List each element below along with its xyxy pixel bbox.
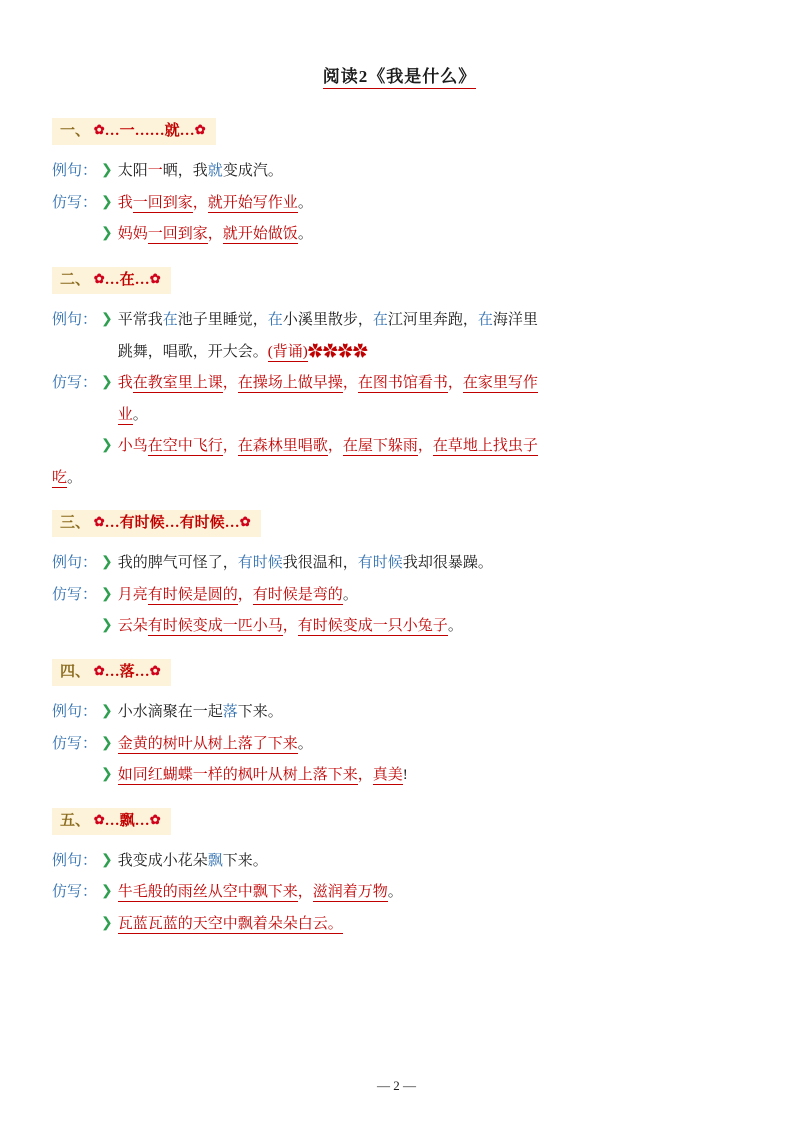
section-header-row [52, 795, 747, 843]
sentence-row [52, 308, 747, 334]
sentence-text [118, 614, 747, 640]
text-fragment: 瓦蓝瓦蓝的天空中飘着朵朵白云。 [117, 915, 343, 932]
section-header [52, 118, 216, 145]
sentence-row [52, 614, 747, 640]
bullet-icon: ❯ [101, 915, 113, 931]
text-fragment: 在 [477, 312, 493, 328]
text-fragment: ， [447, 375, 463, 391]
text-fragment: 。 [297, 735, 313, 752]
sentence-row [52, 466, 747, 492]
flower-icon: ✿ [93, 662, 105, 678]
sentence-text [118, 763, 747, 789]
section-header [52, 808, 171, 835]
text-fragment: 我 [117, 194, 133, 211]
text-fragment: 有时候变成一匹小马 [147, 618, 283, 635]
bullet-icon: ❯ [101, 586, 113, 602]
flower-icon: ✿ [93, 811, 105, 827]
text-fragment: 飘 [207, 852, 223, 869]
sentence-row [52, 222, 747, 248]
bullet-icon: ❯ [101, 618, 113, 634]
text-fragment: 滋润着万物 [312, 884, 388, 901]
sentence-row [52, 191, 747, 217]
page-title [52, 62, 747, 87]
section-header [52, 267, 171, 294]
text-fragment: ， [192, 194, 208, 211]
bullet-icon: ❯ [101, 884, 113, 900]
section-number: 四、 [60, 663, 94, 680]
text-fragment: ， [237, 586, 253, 603]
text-fragment: 在森林里唱歌 [237, 438, 328, 454]
text-fragment: ， [417, 438, 433, 454]
sentence-row [52, 371, 747, 397]
sentence-row [52, 849, 747, 875]
bullet-icon: ❯ [101, 704, 113, 719]
text-fragment: 。 [387, 884, 403, 901]
label-example: 例句： [52, 555, 98, 572]
text-fragment: 在草地上找虫子 [432, 438, 538, 454]
bullet-icon: ❯ [101, 767, 113, 782]
sentence-text [52, 466, 747, 492]
bullet-icon: ❯ [101, 163, 113, 179]
text-fragment: 池子里睡觉， [177, 312, 268, 328]
sentence-text [118, 732, 747, 758]
label-example: 例句： [52, 704, 98, 720]
text-fragment: 。 [297, 226, 313, 243]
section-header-row [52, 497, 747, 545]
bullet-icon: ❯ [101, 438, 113, 453]
text-fragment: 跳舞，唱歌，开大会。 [117, 343, 268, 360]
text-fragment: 如同红蝴蝶一样的枫叶从树上落下来 [117, 767, 358, 783]
text-fragment: 金黄的树叶从树上落了下来 [117, 735, 298, 752]
text-fragment: ， [357, 767, 373, 783]
text-fragment: (背诵) [267, 343, 308, 360]
section-pattern: …有时候…有时候… [104, 515, 240, 531]
text-fragment: 晒，我 [162, 163, 208, 180]
text-fragment: 在 [267, 312, 283, 328]
section-pattern: …飘… [104, 812, 150, 829]
label-example: 例句： [52, 852, 98, 869]
text-fragment: 吃 [52, 469, 68, 486]
sentence-row [52, 732, 747, 758]
sentence-row [52, 912, 747, 938]
text-fragment: ， [222, 375, 238, 391]
page-number: — 2 — [377, 1078, 416, 1093]
page-title-text: 阅读2《我是什么》 [323, 67, 477, 89]
text-fragment: 在空中飞行 [147, 438, 223, 454]
text-fragment: 在图书馆看书 [357, 375, 448, 391]
text-fragment: 我变成小花朵 [117, 852, 208, 869]
text-fragment: 下来。 [237, 704, 283, 720]
flower-icon: ✿ [93, 270, 105, 286]
text-fragment: 在教室里上课 [132, 375, 223, 391]
text-fragment: 江河里奔跑， [387, 312, 478, 328]
bullet-icon: ❯ [101, 194, 113, 210]
label-imitate: 仿写： [52, 884, 98, 901]
text-fragment: 一 [147, 163, 163, 180]
sentence-text [118, 880, 747, 906]
section-number: 二、 [60, 271, 94, 288]
text-fragment: ， [297, 884, 313, 901]
sentence-text [118, 340, 747, 366]
bullet-icon: ❯ [101, 735, 113, 751]
text-fragment: 业 [117, 406, 133, 423]
text-fragment: 。 [132, 406, 148, 423]
text-fragment: 有时候是圆的 [147, 586, 238, 603]
section-header-row [52, 646, 747, 694]
text-fragment: 就开始做饭 [222, 226, 298, 243]
section-number: 一、 [60, 123, 94, 139]
text-fragment: 有时候是弯的 [252, 586, 343, 603]
text-fragment: 云朵 [117, 618, 148, 635]
sentence-text [118, 308, 747, 334]
sentence-row [52, 159, 747, 185]
text-fragment: ， [342, 375, 358, 391]
text-fragment: 我的脾气可怪了， [117, 555, 238, 572]
flower-icon: ✿ [149, 811, 161, 827]
text-fragment: 在 [162, 312, 178, 328]
label-imitate: 仿写： [52, 586, 98, 603]
label-imitate: 仿写： [52, 194, 98, 211]
text-fragment: 我很温和， [282, 555, 358, 572]
flower-icon: ✿ [194, 122, 206, 137]
flower-icon: ✿ [149, 662, 161, 678]
text-fragment: 一回到家 [147, 226, 208, 243]
text-fragment: 有时候 [357, 555, 403, 572]
text-fragment: 有时候 [237, 555, 283, 572]
text-fragment: ! [402, 767, 408, 783]
text-fragment: 真美 [372, 767, 403, 783]
section-header-row [52, 254, 747, 302]
text-fragment: 我却很暴躁。 [402, 555, 493, 572]
text-fragment: 妈妈 [117, 226, 148, 243]
text-fragment: ， [282, 618, 298, 635]
sentence-row [52, 583, 747, 609]
section-pattern: …落… [104, 663, 150, 680]
text-fragment: ， [222, 438, 238, 454]
section-pattern: …一……就… [104, 123, 195, 139]
text-fragment: 就 [207, 163, 223, 180]
section-number: 五、 [60, 812, 94, 829]
label-imitate: 仿写： [52, 735, 98, 752]
bullet-icon: ❯ [101, 852, 113, 868]
bullet-icon: ❯ [101, 226, 113, 242]
sentence-row [52, 763, 747, 789]
bullet-icon: ❯ [101, 312, 113, 327]
sentence-row [52, 551, 747, 577]
text-fragment: 。 [297, 194, 313, 211]
sentence-text [118, 159, 747, 185]
sentence-text [118, 849, 747, 875]
sentence-row [52, 434, 747, 460]
text-fragment: 小鸟 [117, 438, 148, 454]
text-fragment: 海洋里 [492, 312, 538, 328]
sections-container [52, 105, 747, 937]
sentence-text [118, 371, 747, 397]
section-number: 三、 [60, 515, 94, 531]
text-fragment: 一回到家 [132, 194, 193, 211]
text-fragment: 在 [372, 312, 388, 328]
section-header [52, 510, 261, 537]
text-fragment: 变成汽。 [222, 163, 283, 180]
sentence-text [118, 191, 747, 217]
flower-icon: ✿ [93, 122, 105, 137]
text-fragment: 在操场上做早操 [237, 375, 343, 391]
text-fragment: 在屋下躲雨 [342, 438, 418, 454]
text-fragment: 。 [342, 586, 358, 603]
text-fragment: ✿✿✿✿ [307, 343, 368, 360]
flower-icon: ✿ [93, 514, 105, 529]
sentence-text [118, 434, 747, 460]
text-fragment: 太阳 [117, 163, 148, 180]
label-example: 例句： [52, 312, 98, 328]
sentence-text [118, 583, 747, 609]
text-fragment: ， [327, 438, 343, 454]
section-header [52, 659, 171, 686]
text-fragment: 下来。 [222, 852, 268, 869]
bullet-icon: ❯ [101, 555, 113, 571]
text-fragment: 月亮 [117, 586, 148, 603]
sentence-text [118, 700, 747, 726]
sentence-text [118, 403, 747, 429]
text-fragment: 平常我 [117, 312, 163, 328]
section-header-row [52, 105, 747, 153]
sentence-row [52, 700, 747, 726]
sentence-text [118, 912, 747, 938]
sentence-text [118, 551, 747, 577]
sentence-row [52, 880, 747, 906]
text-fragment: 。 [447, 618, 463, 635]
sentence-row [52, 403, 747, 429]
label-imitate: 仿写： [52, 375, 98, 391]
label-example: 例句： [52, 163, 98, 180]
text-fragment: 有时候变成一只小兔子 [297, 618, 448, 635]
text-fragment: 就开始写作业 [207, 194, 298, 211]
text-fragment: 落 [222, 704, 238, 720]
sentence-text [118, 222, 747, 248]
text-fragment: 小溪里散步， [282, 312, 373, 328]
bullet-icon: ❯ [101, 375, 113, 390]
text-fragment: 小水滴聚在一起 [117, 704, 223, 720]
flower-icon: ✿ [239, 514, 251, 529]
text-fragment: ， [207, 226, 223, 243]
text-fragment: 。 [67, 469, 83, 486]
section-pattern: …在… [104, 271, 150, 288]
text-fragment: 牛毛般的雨丝从空中飘下来 [117, 884, 298, 901]
flower-icon: ✿ [149, 270, 161, 286]
sentence-row [52, 340, 747, 366]
text-fragment: 我 [117, 375, 133, 391]
text-fragment: 在家里写作 [462, 375, 538, 391]
